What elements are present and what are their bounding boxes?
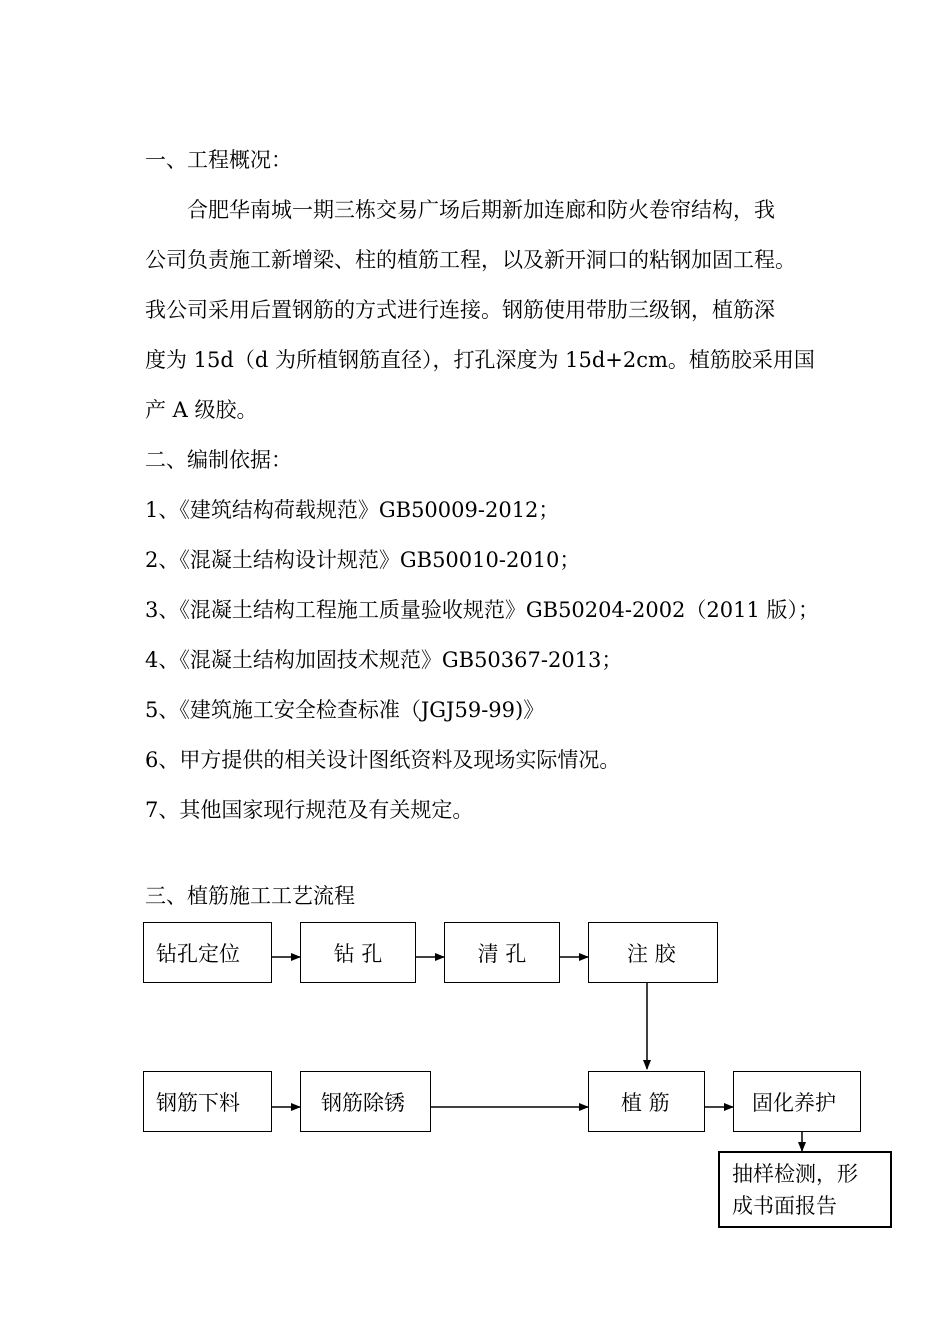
flow-step-drill: 钻 孔 [300,922,416,983]
basis-item: 3、《混凝土结构工程施工质量验收规范》GB50204-2002（2011 版）； [145,598,820,622]
section1-heading: 一、工程概况： [145,148,292,172]
section3-heading: 三、植筋施工工艺流程 [145,884,355,908]
test-report-line: 抽样检测，形 [732,1161,858,1186]
flow-step-clean: 清 孔 [444,922,560,983]
basis-item: 1、《建筑结构荷载规范》GB50009-2012； [145,498,560,522]
flow-step-inject: 注 胶 [588,922,718,983]
paragraph-line: 我公司采用后置钢筋的方式进行连接。钢筋使用带肋三级钢，植筋深 [145,298,775,322]
flow-step-test-report [718,1151,892,1228]
paragraph-line: 度为 15d（d 为所植钢筋直径），打孔深度为 15d+2cm。植筋胶采用国 [145,348,815,372]
paragraph-line: 合肥华南城一期三栋交易广场后期新加连廊和防火卷帘结构，我 [145,198,775,222]
flow-step-cure: 固化养护 [733,1071,861,1132]
basis-item: 5、《建筑施工安全检查标准（JGJ59-99)》 [145,698,545,722]
paragraph-line: 产 A 级胶。 [145,398,258,422]
flow-step-locate: 钻孔定位 [143,922,272,983]
basis-item: 7、其他国家现行规范及有关规定。 [145,798,474,822]
test-report-line: 成书面报告 [732,1193,837,1218]
section2-heading: 二、编制依据： [145,448,292,472]
basis-item: 6、甲方提供的相关设计图纸资料及现场实际情况。 [145,748,621,772]
basis-item: 2、《混凝土结构设计规范》GB50010-2010； [145,548,581,572]
flow-step-derust: 钢筋除锈 [300,1071,431,1132]
basis-item: 4、《混凝土结构加固技术规范》GB50367-2013； [145,648,623,672]
flow-step-cut: 钢筋下料 [143,1071,272,1132]
flow-step-plant: 植 筋 [588,1071,705,1132]
paragraph-line: 公司负责施工新增梁、柱的植筋工程，以及新开洞口的粘钢加固工程。 [145,248,796,272]
